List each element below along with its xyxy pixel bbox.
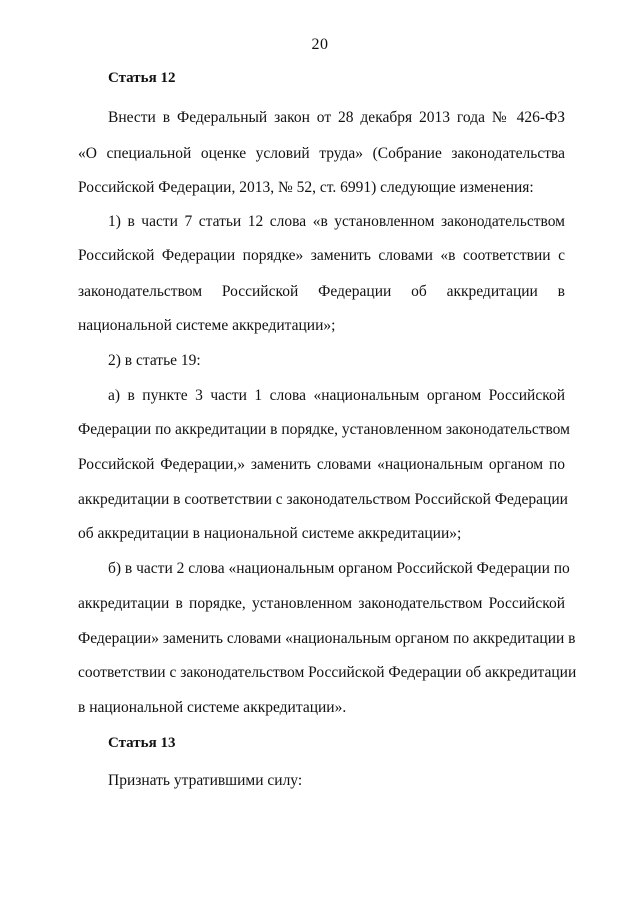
item-2b-line-5: в национальной системе аккредитации». bbox=[78, 699, 347, 716]
item-2a-line-5: об аккредитации в национальной системе аккредитации»; bbox=[78, 525, 462, 542]
item-1-line-2: Российской Федерации порядке» заменить словами «в соответствии с bbox=[78, 247, 565, 264]
item-2a-line-2: Федерации по аккредитации в порядке, установленном законодательством bbox=[78, 421, 570, 438]
article-13-heading: Статья 13 bbox=[108, 735, 176, 751]
item-2a-line-4: аккредитации в соответствии с законодательством Российской Федерации bbox=[78, 491, 568, 508]
article-12-intro-line-2: «О специальной оценке условий труда» (Собрание законодательства bbox=[78, 145, 565, 162]
item-1-line-1: 1) в части 7 статьи 12 слова «в установленном законодательством bbox=[108, 213, 565, 230]
item-2a-line-1: а) в пункте 3 части 1 слова «национальным органом Российской bbox=[108, 387, 565, 404]
item-1-line-3: законодательством Российской Федерации об аккредитации в bbox=[78, 283, 565, 300]
page-number: 20 bbox=[311, 36, 329, 53]
item-2b-line-1: б) в части 2 слова «национальным органом Российской Федерации по bbox=[108, 560, 570, 577]
article-12-intro-line-3: Российской Федерации, 2013, № 52, ст. 6991) следующие изменения: bbox=[78, 179, 534, 196]
item-2-heading: 2) в статье 19: bbox=[108, 352, 201, 369]
item-2b-line-4: соответствии с законодательством Российской Федерации об аккредитации bbox=[78, 664, 577, 681]
article-13-text: Признать утратившими силу: bbox=[108, 772, 303, 789]
item-2b-line-2: аккредитации в порядке, установленном законодательством Российской bbox=[78, 595, 565, 612]
item-1-line-4: национальной системе аккредитации»; bbox=[78, 317, 336, 334]
article-12-intro-line-1: Внести в Федеральный закон от 28 декабря 2013 года № 426-ФЗ bbox=[108, 109, 565, 126]
article-12-heading: Статья 12 bbox=[108, 70, 176, 86]
item-2b-line-3: Федерации» заменить словами «национальным органом по аккредитации в bbox=[78, 630, 576, 647]
item-2a-line-3: Российской Федерации,» заменить словами «национальным органом по bbox=[78, 456, 565, 473]
